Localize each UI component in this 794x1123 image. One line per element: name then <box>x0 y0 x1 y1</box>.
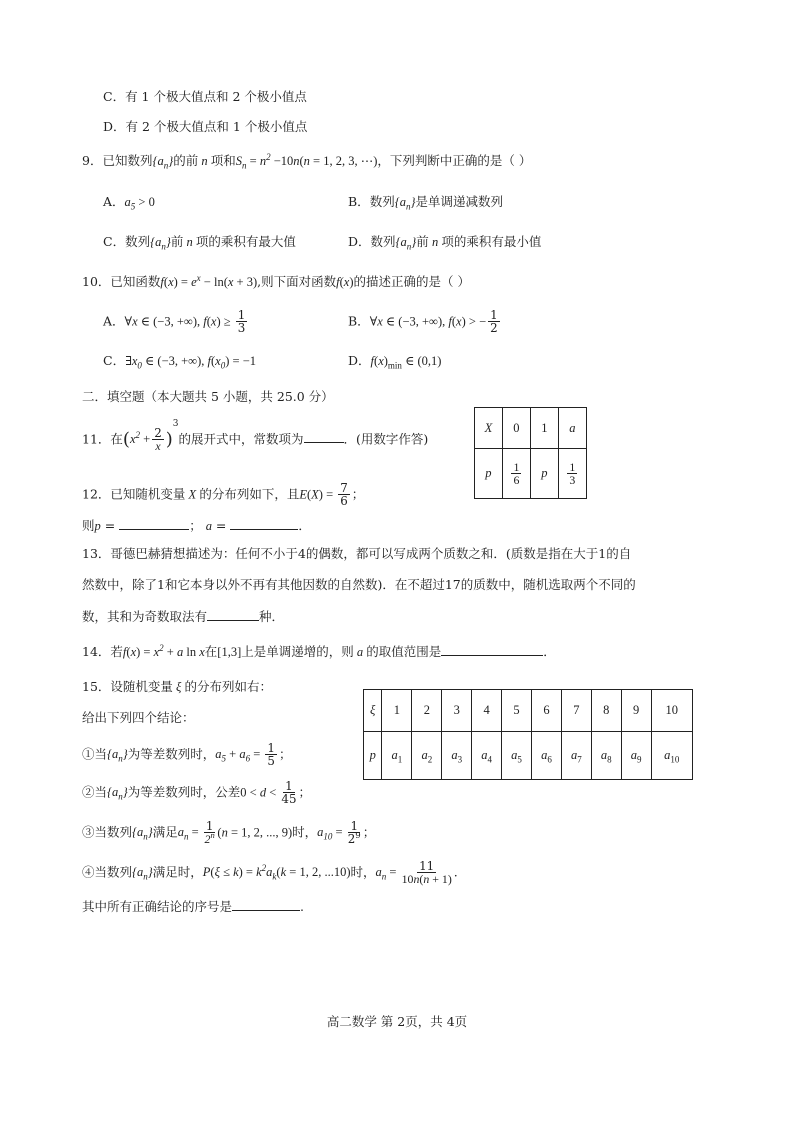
table-cell: ξ <box>364 690 382 732</box>
q12-distribution-table <box>474 407 587 499</box>
table-cell: 4 <box>472 690 502 732</box>
table-cell: $\frac{1}{3}$ <box>558 449 586 499</box>
table-cell: 3 <box>442 690 472 732</box>
table-cell: 9 <box>621 690 651 732</box>
table-cell: p <box>364 732 382 780</box>
table-cell: $a_2$ <box>412 732 442 780</box>
q14-stem: 14．若$f(x) = x^2 + a$ ln x在[1,3]上是单调递增的，则 a 的取值范围是 ． <box>82 642 556 659</box>
q11-stem: 11．在($x^2$ + $\frac{2}{x}$ )$^3$的展开式中，常数项为 ．(用数字作答) <box>82 419 429 454</box>
section-2-heading: 二．填空题（本大题共 5 小题，共 25.0 分） <box>82 389 334 404</box>
q8-option-c: C．有 1 个极大值点和 2 个极小值点 <box>103 89 307 104</box>
q13-line-3: 数，其和为奇数取法有 种． <box>82 609 285 624</box>
q15-intro: 15．设随机变量 ξ 的分布列如右： <box>82 679 273 694</box>
q10-option-a: A．∀x ∈ (−3, +∞), f(x) ≥ $\frac{1}{3}$ <box>103 308 246 336</box>
q9-option-d: D．数列$\{a_n\}$前 n 项的乘积有最小值 <box>348 234 542 252</box>
table-cell: $\frac{1}{6}$ <box>502 449 530 499</box>
table-cell: 6 <box>531 690 561 732</box>
page-footer: 高二数学 第 2页，共 4页 <box>326 1014 468 1029</box>
q10-stem: 10．已知函数$f(x) = e^x - \ln(x + 3)$,则下面对函数f(x)的描述正确的是（ ） <box>82 272 470 289</box>
table-cell: p <box>475 449 503 499</box>
q15-given: 给出下列四个结论： <box>82 710 195 725</box>
q15-conclusion-2: ②当$\{a_n\}$为等差数列时，公差0 < d < $\frac{1}{45}$ ； <box>82 779 312 807</box>
q15-conclusion-4: ④当数列$\{a_n\}$满足时，$P(\xi \le k) = k^2a_k(k = 1$, 2, ...10)时，$a_n$ = $\frac{11}{10n(n + 1)}$ . <box>82 859 458 887</box>
table-cell: X <box>475 408 503 449</box>
q10-option-b: B．∀x ∈ (−3, +∞), f(x) > − $\frac{1}{2}$ <box>348 308 498 336</box>
q13-line-1: 13．哥德巴赫猜想描述为：任何不小于4的偶数，都可以写成两个质数之和．(质数是指在大于1的自 <box>82 546 632 561</box>
table-cell: 1 <box>382 690 412 732</box>
table-cell: $a_4$ <box>472 732 502 780</box>
q15-answer-prompt: 其中所有正确结论的序号是 . <box>82 899 304 914</box>
q12-stem: 12．已知随机变量 X 的分布列如下，且E(X) = $\frac{7}{6}$ ； <box>82 481 365 509</box>
table-cell: $a_{10}$ <box>651 732 692 780</box>
table-cell: $a_8$ <box>591 732 621 780</box>
q13-line-2: 然数中，除了1和它本身以外不再有其他因数的自然数)．在不超过17的质数中，随机选取两个不同的 <box>82 577 636 592</box>
q9-option-a: A．$a_5 > 0$ <box>103 194 155 212</box>
table-cell: 7 <box>561 690 591 732</box>
table-cell: 1 <box>531 408 559 449</box>
q15-distribution-table <box>363 689 693 780</box>
table-cell: $a_7$ <box>561 732 591 780</box>
table-cell: $a_5$ <box>502 732 532 780</box>
table-cell: 0 <box>502 408 530 449</box>
q8-option-d: D．有 2 个极大值点和 1 个极小值点 <box>103 119 308 134</box>
q15-conclusion-3: ③当数列$\{a_n\}$满足$a_n$ = $\frac{1}{2^n}$ (n = 1, 2, ..., 9)时，$a_{10}$ = $\frac{1}{2^9}$ ； <box>82 819 376 847</box>
table-cell: 8 <box>591 690 621 732</box>
q12-answer-line: 则p = ； a = ． <box>82 518 311 533</box>
table-cell: 2 <box>412 690 442 732</box>
q9-option-b: B．数列$\{a_n\}$是单调递减数列 <box>348 194 503 212</box>
q10-option-c: C．$\exists x_0$ ∈ (−3, +∞), $f(x_0) = -1$ <box>103 353 256 371</box>
table-cell: 5 <box>502 690 532 732</box>
q15-conclusion-1: ①当$\{a_n\}$为等差数列时，$a_5 + a_6$ = $\frac{1}{5}$ ； <box>82 741 292 769</box>
table-cell: $a_3$ <box>442 732 472 780</box>
table-cell: p <box>531 449 559 499</box>
table-cell: $a_6$ <box>531 732 561 780</box>
table-cell: a <box>558 408 586 449</box>
table-cell: $a_1$ <box>382 732 412 780</box>
q10-option-d: D．$f(x)_{min}$ ∈ (0,1) <box>348 353 442 371</box>
table-cell: 10 <box>651 690 692 732</box>
q9-option-c: C．数列$\{a_n\}$前 n 项的乘积有最大值 <box>103 234 296 252</box>
q9-stem: 9．已知数列$\{a_n\}$的前 n 项和$S_n = n^2 -10n(n = 1$, 2, 3, ⋯)，下列判断中正确的是（ ） <box>82 151 532 171</box>
table-cell: $a_9$ <box>621 732 651 780</box>
